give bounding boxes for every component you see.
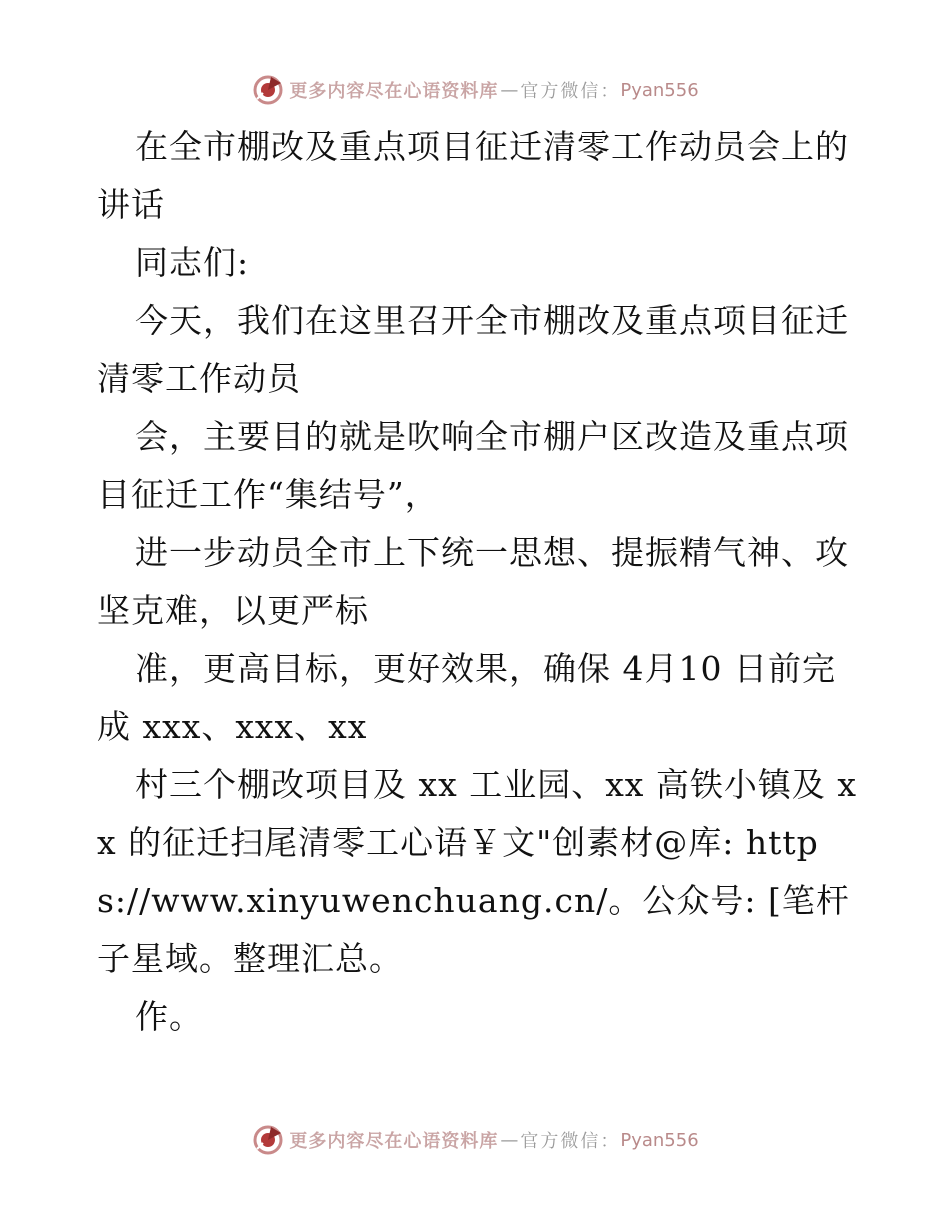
header-watermark xyxy=(0,70,950,110)
document-title: 在全市棚改及重点项目征迁清零工作动员会上的讲话 xyxy=(97,127,849,224)
watermark-brand: 更多内容尽在心语资料库 xyxy=(289,1131,499,1152)
paragraph: 准，更高目标，更好效果，确保 4月10 日前完成 xxx、xxx、xx xyxy=(97,649,836,746)
watermark-separator: — xyxy=(500,79,519,101)
watermark-brand: 更多内容尽在心语资料库 xyxy=(289,81,499,102)
footer-watermark xyxy=(0,1120,950,1160)
paragraph: 村三个棚改项目及 xx 工业园、xx 高铁小镇及 xx 的征迁扫尾清零工心语￥文"创素材@库: https://www.xinyuwenchuang.cn/。公众号: [笔杆子星域。整理汇总。 xyxy=(97,765,858,978)
paragraph: 作。 xyxy=(135,997,203,1036)
watermark-official-label: 官方微信： xyxy=(520,1131,621,1152)
paragraph: 今天，我们在这里召开全市棚改及重点项目征迁清零工作动员 xyxy=(97,301,849,398)
pen-logo-icon xyxy=(251,73,285,107)
watermark-official-label: 官方微信： xyxy=(520,81,621,102)
watermark-separator: — xyxy=(500,1129,519,1151)
document-body xyxy=(97,118,857,1046)
paragraph: 会，主要目的就是吹响全市棚户区改造及重点项目征迁工作“集结号”， xyxy=(97,417,849,514)
salutation: 同志们: xyxy=(135,243,250,282)
pen-logo-icon xyxy=(251,1123,285,1157)
watermark-wechat-id: Pyan556 xyxy=(620,79,699,101)
watermark-wechat-id: Pyan556 xyxy=(620,1129,699,1151)
paragraph: 进一步动员全市上下统一思想、提振精气神、攻坚克难，以更严标 xyxy=(97,533,849,630)
